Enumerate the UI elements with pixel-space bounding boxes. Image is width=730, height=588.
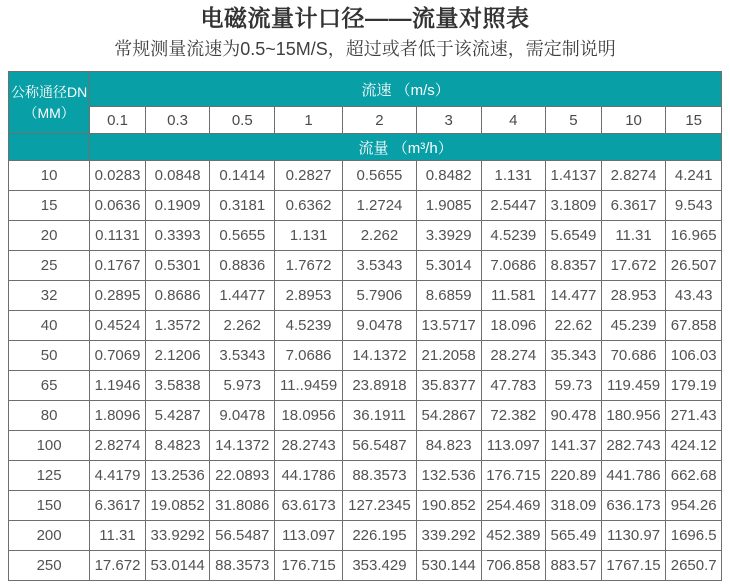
- table-row: [9, 161, 722, 191]
- flow-value: 530.144: [416, 551, 481, 581]
- flow-value: 353.429: [343, 551, 417, 581]
- flow-value: 31.8086: [210, 491, 275, 521]
- flow-value: 13.5717: [416, 311, 481, 341]
- flow-value: 7.0686: [481, 251, 546, 281]
- flow-value: 18.0956: [275, 401, 343, 431]
- flow-comparison-table: [8, 71, 722, 581]
- flow-value: 706.858: [481, 551, 546, 581]
- flow-value: 44.1786: [275, 461, 343, 491]
- flow-value: 28.2743: [275, 431, 343, 461]
- dn-value: 150: [9, 491, 90, 521]
- flow-value: 9.543: [666, 191, 722, 221]
- flow-value: 18.096: [481, 311, 546, 341]
- dn-corner-line2: （MM）: [23, 104, 75, 121]
- flow-value: 0.1767: [90, 251, 146, 281]
- dn-value: 32: [9, 281, 90, 311]
- flow-value: 0.5655: [343, 161, 417, 191]
- dn-corner-header: [9, 72, 90, 134]
- velocity-band-header: 流速 （m/s）: [90, 72, 722, 107]
- flow-value: 22.0893: [210, 461, 275, 491]
- dn-value: 50: [9, 341, 90, 371]
- flow-value: 28.953: [601, 281, 666, 311]
- flow-value: 88.3573: [343, 461, 417, 491]
- flow-value: 11.31: [90, 521, 146, 551]
- flow-value: 1.4477: [210, 281, 275, 311]
- flow-value: 1.9085: [416, 191, 481, 221]
- flow-value: 1.131: [275, 221, 343, 251]
- table-row: [9, 491, 722, 521]
- flow-value: 5.3014: [416, 251, 481, 281]
- dn-value: 10: [9, 161, 90, 191]
- flow-value: 2650.7: [666, 551, 722, 581]
- flow-value: 45.239: [601, 311, 666, 341]
- flow-value: 5.6549: [546, 221, 602, 251]
- dn-value: 65: [9, 371, 90, 401]
- flow-value: 190.852: [416, 491, 481, 521]
- flow-value: 14.1372: [210, 431, 275, 461]
- flow-value: 0.1909: [145, 191, 210, 221]
- flow-table-body: [9, 161, 722, 581]
- flow-value: 5.973: [210, 371, 275, 401]
- flow-value: 3.5343: [210, 341, 275, 371]
- flow-value: 271.43: [666, 401, 722, 431]
- flow-value: 6.3617: [90, 491, 146, 521]
- table-row: [9, 401, 722, 431]
- flow-value: 1696.5: [666, 521, 722, 551]
- flow-value: 2.1206: [145, 341, 210, 371]
- flow-value: 0.8836: [210, 251, 275, 281]
- flow-value: 2.262: [343, 221, 417, 251]
- flow-value: 318.09: [546, 491, 602, 521]
- flow-value: 0.7069: [90, 341, 146, 371]
- flow-value: 565.49: [546, 521, 602, 551]
- flow-value: 3.5343: [343, 251, 417, 281]
- flow-value: 1.7672: [275, 251, 343, 281]
- flow-value: 35.343: [546, 341, 602, 371]
- table-row: [9, 431, 722, 461]
- table-row: [9, 221, 722, 251]
- flow-value: 72.382: [481, 401, 546, 431]
- flow-value: 16.965: [666, 221, 722, 251]
- flow-value: 127.2345: [343, 491, 417, 521]
- flow-value: 13.2536: [145, 461, 210, 491]
- flow-value: 36.1911: [343, 401, 417, 431]
- flow-value: 84.823: [416, 431, 481, 461]
- table-row: [9, 521, 722, 551]
- flow-value: 35.8377: [416, 371, 481, 401]
- flow-value: 8.6859: [416, 281, 481, 311]
- flow-value: 179.19: [666, 371, 722, 401]
- empty-corner-cell: [9, 134, 90, 161]
- flow-value: 54.2867: [416, 401, 481, 431]
- flow-value: 19.0852: [145, 491, 210, 521]
- flow-value: 11.581: [481, 281, 546, 311]
- flow-value: 70.686: [601, 341, 666, 371]
- flow-value: 0.6362: [275, 191, 343, 221]
- velocity-values-row: [9, 107, 722, 134]
- flow-value: 28.274: [481, 341, 546, 371]
- table-row: [9, 551, 722, 581]
- flow-value: 4.5239: [275, 311, 343, 341]
- velocity-value: 0.5: [210, 107, 275, 134]
- flow-value: 90.478: [546, 401, 602, 431]
- flow-value: 5.7906: [343, 281, 417, 311]
- flow-value: 17.672: [601, 251, 666, 281]
- dn-value: 250: [9, 551, 90, 581]
- flow-value: 3.5838: [145, 371, 210, 401]
- velocity-value: 15: [666, 107, 722, 134]
- flow-value: 2.8953: [275, 281, 343, 311]
- flow-value: 0.8482: [416, 161, 481, 191]
- dn-value: 200: [9, 521, 90, 551]
- flow-value: 3.3929: [416, 221, 481, 251]
- velocity-value: 4: [481, 107, 546, 134]
- table-header: [9, 72, 722, 161]
- table-row: [9, 311, 722, 341]
- flow-value: 883.57: [546, 551, 602, 581]
- flow-value: 4.4179: [90, 461, 146, 491]
- flow-value: 4.5239: [481, 221, 546, 251]
- dn-value: 125: [9, 461, 90, 491]
- flow-value: 254.469: [481, 491, 546, 521]
- table-row: [9, 281, 722, 311]
- flow-value: 176.715: [275, 551, 343, 581]
- flow-band-header: 流量 （m³/h）: [90, 134, 722, 161]
- flow-value: 9.0478: [210, 401, 275, 431]
- page-title: 电磁流量计口径——流量对照表: [200, 5, 530, 31]
- velocity-value: 0.3: [145, 107, 210, 134]
- flow-value: 14.1372: [343, 341, 417, 371]
- flow-value: 53.0144: [145, 551, 210, 581]
- flow-value: 2.5447: [481, 191, 546, 221]
- flow-value: 0.5301: [145, 251, 210, 281]
- flow-value: 662.68: [666, 461, 722, 491]
- flow-value: 7.0686: [275, 341, 343, 371]
- flow-value: 17.672: [90, 551, 146, 581]
- flow-value: 452.389: [481, 521, 546, 551]
- dn-value: 100: [9, 431, 90, 461]
- flow-value: 113.097: [481, 431, 546, 461]
- flow-value: 56.5487: [343, 431, 417, 461]
- table-row: [9, 251, 722, 281]
- flow-value: 5.4287: [145, 401, 210, 431]
- flow-value: 0.1414: [210, 161, 275, 191]
- flow-value: 63.6173: [275, 491, 343, 521]
- flow-value: 1.131: [481, 161, 546, 191]
- flow-value: 132.536: [416, 461, 481, 491]
- flow-value: 1.8096: [90, 401, 146, 431]
- flow-value: 0.3393: [145, 221, 210, 251]
- table-row: [9, 341, 722, 371]
- flow-value: 1.4137: [546, 161, 602, 191]
- flow-value: 1.1946: [90, 371, 146, 401]
- flow-value: 22.62: [546, 311, 602, 341]
- flow-value: 226.195: [343, 521, 417, 551]
- flow-value: 119.459: [601, 371, 666, 401]
- flow-value: 141.37: [546, 431, 602, 461]
- table-row: [9, 191, 722, 221]
- flow-value: 47.783: [481, 371, 546, 401]
- flow-value: 23.8918: [343, 371, 417, 401]
- flow-value: 8.4823: [145, 431, 210, 461]
- flow-band-row: [9, 134, 722, 161]
- flow-value: 0.2895: [90, 281, 146, 311]
- flow-value: 0.1131: [90, 221, 146, 251]
- flow-value: 1.2724: [343, 191, 417, 221]
- flow-value: 636.173: [601, 491, 666, 521]
- flow-value: 176.715: [481, 461, 546, 491]
- velocity-value: 1: [275, 107, 343, 134]
- flow-value: 1130.97: [601, 521, 666, 551]
- flow-value: 220.89: [546, 461, 602, 491]
- table-row: [9, 461, 722, 491]
- flow-value: 26.507: [666, 251, 722, 281]
- dn-value: 25: [9, 251, 90, 281]
- flow-value: 11.31: [601, 221, 666, 251]
- flow-value: 4.241: [666, 161, 722, 191]
- table-row: [9, 371, 722, 401]
- page-subtitle: 常规测量流速为0.5~15M/S，超过或者低于该流速，需定制说明: [114, 39, 616, 59]
- flow-value: 0.5655: [210, 221, 275, 251]
- dn-value: 80: [9, 401, 90, 431]
- flow-value: 0.2827: [275, 161, 343, 191]
- flow-value: 1.3572: [145, 311, 210, 341]
- flow-value: 0.0283: [90, 161, 146, 191]
- flow-value: 14.477: [546, 281, 602, 311]
- velocity-value: 10: [601, 107, 666, 134]
- flow-value: 6.3617: [601, 191, 666, 221]
- dn-corner-line1: 公称通径DN: [11, 84, 88, 101]
- flow-value: 67.858: [666, 311, 722, 341]
- flow-value: 3.1809: [546, 191, 602, 221]
- flow-value: 106.03: [666, 341, 722, 371]
- flow-value: 2.8274: [90, 431, 146, 461]
- flow-value: 33.9292: [145, 521, 210, 551]
- flow-value: 0.4524: [90, 311, 146, 341]
- flow-value: 0.3181: [210, 191, 275, 221]
- flow-value: 9.0478: [343, 311, 417, 341]
- flow-value: 282.743: [601, 431, 666, 461]
- flow-value: 424.12: [666, 431, 722, 461]
- dn-value: 40: [9, 311, 90, 341]
- flow-value: 1767.15: [601, 551, 666, 581]
- flow-value: 88.3573: [210, 551, 275, 581]
- velocity-value: 2: [343, 107, 417, 134]
- velocity-value: 0.1: [90, 107, 146, 134]
- flow-value: 2.262: [210, 311, 275, 341]
- flow-value: 43.43: [666, 281, 722, 311]
- flow-value: 441.786: [601, 461, 666, 491]
- flow-value: 21.2058: [416, 341, 481, 371]
- flow-value: 11..9459: [275, 371, 343, 401]
- flow-value: 0.0636: [90, 191, 146, 221]
- flow-value: 2.8274: [601, 161, 666, 191]
- flow-value: 0.0848: [145, 161, 210, 191]
- flow-value: 113.097: [275, 521, 343, 551]
- velocity-band-row: [9, 72, 722, 107]
- flow-value: 0.8686: [145, 281, 210, 311]
- flow-value: 8.8357: [546, 251, 602, 281]
- velocity-value: 5: [546, 107, 602, 134]
- flow-value: 59.73: [546, 371, 602, 401]
- flow-value: 56.5487: [210, 521, 275, 551]
- dn-value: 15: [9, 191, 90, 221]
- flow-value: 954.26: [666, 491, 722, 521]
- flow-value: 180.956: [601, 401, 666, 431]
- flow-value: 339.292: [416, 521, 481, 551]
- dn-value: 20: [9, 221, 90, 251]
- velocity-value: 3: [416, 107, 481, 134]
